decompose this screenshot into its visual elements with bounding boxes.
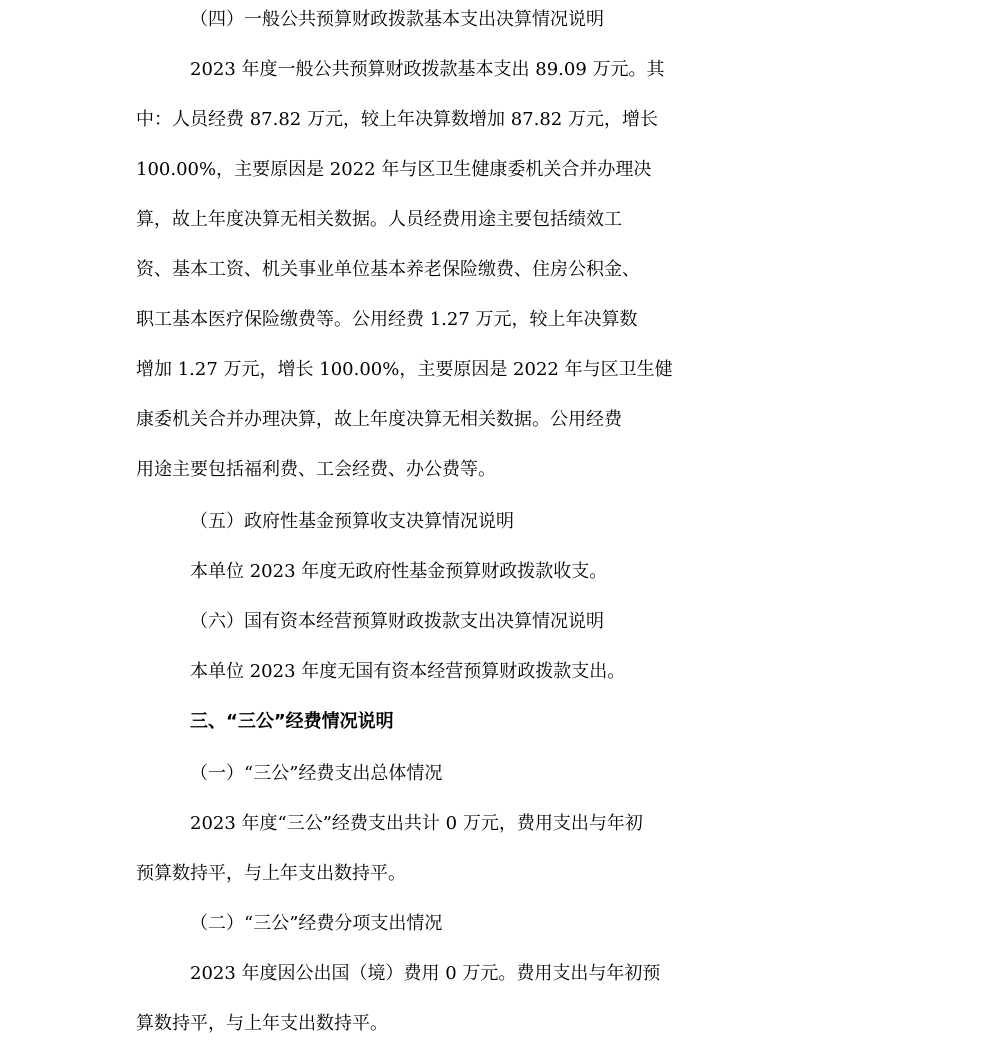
section-4-line-6: 职工基本医疗保险缴费等。公用经费 1.27 万元，较上年决算数 <box>136 309 638 330</box>
section-4-line-8: 康委机关合并办理决算，故上年度决算无相关数据。公用经费 <box>136 409 622 430</box>
section-6-text: 本单位 2023 年度无国有资本经营预算财政拨款支出。 <box>190 661 626 682</box>
subsection-1-heading: （一）“三公”经费支出总体情况 <box>190 763 443 784</box>
subsection-1-line-1: 2023 年度“三公”经费支出共计 0 万元，费用支出与年初 <box>190 813 643 834</box>
section-6-heading: （六）国有资本经营预算财政拨款支出决算情况说明 <box>190 611 604 632</box>
section-4-line-2: 中：人员经费 87.82 万元，较上年决算数增加 87.82 万元，增长 <box>136 109 658 130</box>
section-5-text: 本单位 2023 年度无政府性基金预算财政拨款收支。 <box>190 561 608 582</box>
section-4-line-4: 算，故上年度决算无相关数据。人员经费用途主要包括绩效工 <box>136 209 622 230</box>
part-3-heading: 三、“三公”经费情况说明 <box>190 711 394 732</box>
section-4-line-1: 2023 年度一般公共预算财政拨款基本支出 89.09 万元。其 <box>190 59 665 80</box>
section-4-heading: （四）一般公共预算财政拨款基本支出决算情况说明 <box>190 9 604 30</box>
section-4-line-3: 100.00%，主要原因是 2022 年与区卫生健康委机关合并办理决 <box>136 159 652 180</box>
section-5-heading: （五）政府性基金预算收支决算情况说明 <box>190 511 514 532</box>
subsection-2-line-1: 2023 年度因公出国（境）费用 0 万元。费用支出与年初预 <box>190 963 661 984</box>
subsection-2-heading: （二）“三公”经费分项支出情况 <box>190 913 443 934</box>
section-4-line-5: 资、基本工资、机关事业单位基本养老保险缴费、住房公积金、 <box>136 259 640 280</box>
section-4-line-9: 用途主要包括福利费、工会经费、办公费等。 <box>136 459 496 480</box>
subsection-1-line-2: 预算数持平，与上年支出数持平。 <box>136 863 406 884</box>
section-4-line-7: 增加 1.27 万元，增长 100.00%，主要原因是 2022 年与区卫生健 <box>136 359 673 380</box>
subsection-2-line-2: 算数持平，与上年支出数持平。 <box>136 1013 388 1034</box>
